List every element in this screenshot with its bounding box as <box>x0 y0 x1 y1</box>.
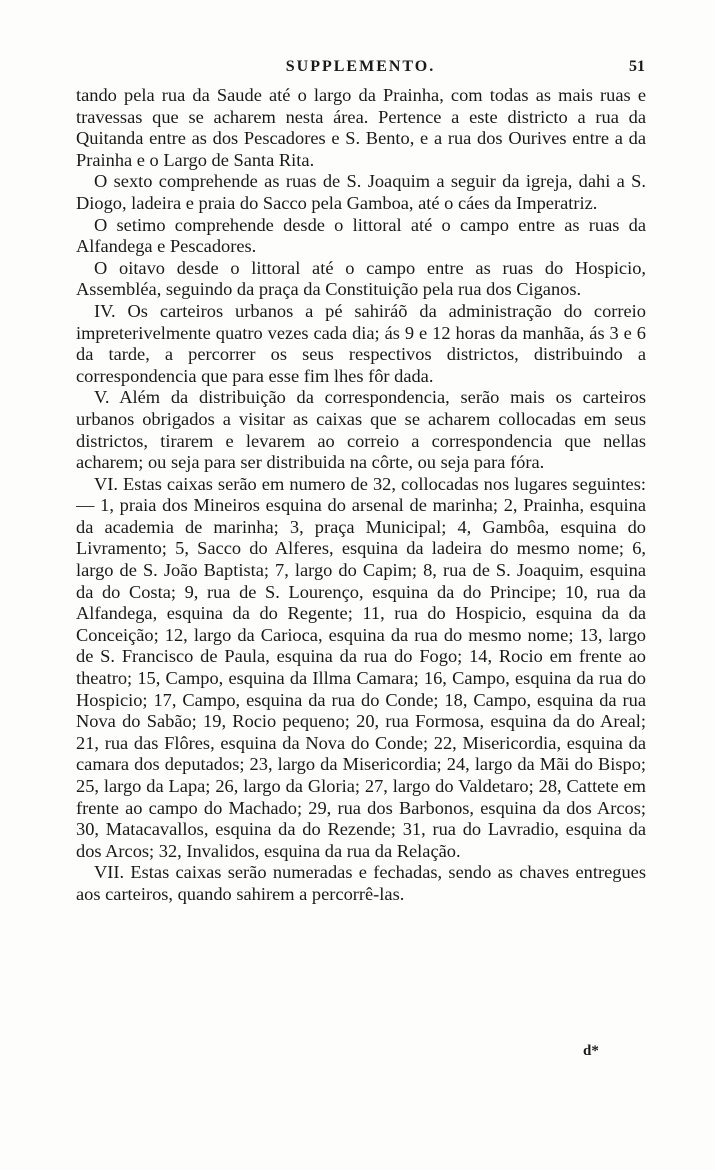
signature-mark: d* <box>583 1043 599 1059</box>
paragraph-article-vii: VII. Estas caixas serão numeradas e fechadas, sendo as chaves entregues aos carteiros, quando sahirem a percorrê-las. <box>76 862 646 904</box>
paragraph-setimo: O setimo comprehende desde o littoral até o campo entre as ruas da Alfandega e Pescadores. <box>76 214 646 257</box>
running-title: SUPPLEMENTO. <box>285 58 436 75</box>
paragraph-article-vi: VI. Estas caixas serão em numero de 32, collocadas nos lugares seguintes: — 1, praia dos Mineiros esquina do arsenal de marinha; 2, Prainha, esquina da academia de marinha; 3, praça Municipal; 4, Gambôa, esquina do Livramento; 5, Sacco do Alferes, esquina da ladeira do mesmo nome; 6, largo de S. João Baptista; 7, largo do Capim; 8, rua de S. Joaquim, esquina da do Costa; 9, rua de S. Lourenço, esquina da do Principe; 10, rua da Alfandega, esquina da do Regente; 11, rua do Hospicio, esquina da da Conceição; 12, largo da Carioca, esquina da rua do mesmo nome; 13, largo de S. Francisco de Paula, esquina da rua do Fogo; 14, Rocio em frente ao theatro; 15, Campo, esquina da Illma Camara; 16, Campo, esquina da rua do Hospicio; 17, Campo, esquina da rua do Conde; 18, Campo, esquina da rua Nova do Sabão; 19, Rocio pequeno; 20, rua Formosa, esquina da do Areal; 21, rua das Flôres, esquina da Nova do Conde; 22, Misericordia, esquina da camara dos deputados; 23, largo da Misericordia; 24, largo da Mãi do Bispo; 25, largo da Lapa; 26, largo da Gloria; 27, largo do Valdetaro; 28, Cattete em frente ao campo do Machado; 29, rua dos Barbonos, esquina da dos Arcos; 30, Matacavallos, esquina da do Rezende; 31, rua do Lavradio, esquina da dos Arcos; 32, Invalidos, esquina da rua da Relação. <box>76 473 646 861</box>
paragraph-article-v: V. Além da distribuição da correspondencia, serão mais os carteiros urbanos obrigados a visitar as caixas que se acharem collocadas em seus districtos, tirarem e levarem ao correio a correspondencia que nellas acharem; ou seja para ser distribuida na côrte, ou seja para fóra. <box>76 387 646 473</box>
paragraph-article-iv: IV. Os carteiros urbanos a pé sahiráõ da administração do correio impreterivelmente quatro vezes cada dia; ás 9 e 12 horas da manhãa, ás 3 e 6 da tarde, a percorrer os seus respectivos districtos, distribuindo a correspondencia que para esse fim lhes fôr dada. <box>76 300 646 386</box>
page-number: 51 <box>629 58 645 75</box>
paragraph-continuation: tando pela rua da Saude até o largo da Prainha, com todas as mais ruas e travessas que se acharem nesta área. Pertence a este districto a rua da Quitanda entre as dos Pescadores e S. Bento, e a rua dos Ourives entre a da Prainha e o Largo de Santa Rita. <box>76 85 646 170</box>
paragraph-sexto: O sexto comprehende as ruas de S. Joaquim a seguir da igreja, dahi a S. Diogo, ladeira e praia do Sacco pela Gamboa, até o cáes da Imperatriz. <box>76 171 646 213</box>
paragraph-oitavo: O oitavo desde o littoral até o campo entre as ruas do Hospicio, Assembléa, seguindo da praça da Constituição pela rua dos Ciganos. <box>76 257 646 300</box>
text-body <box>76 85 646 906</box>
page-header <box>76 58 645 82</box>
